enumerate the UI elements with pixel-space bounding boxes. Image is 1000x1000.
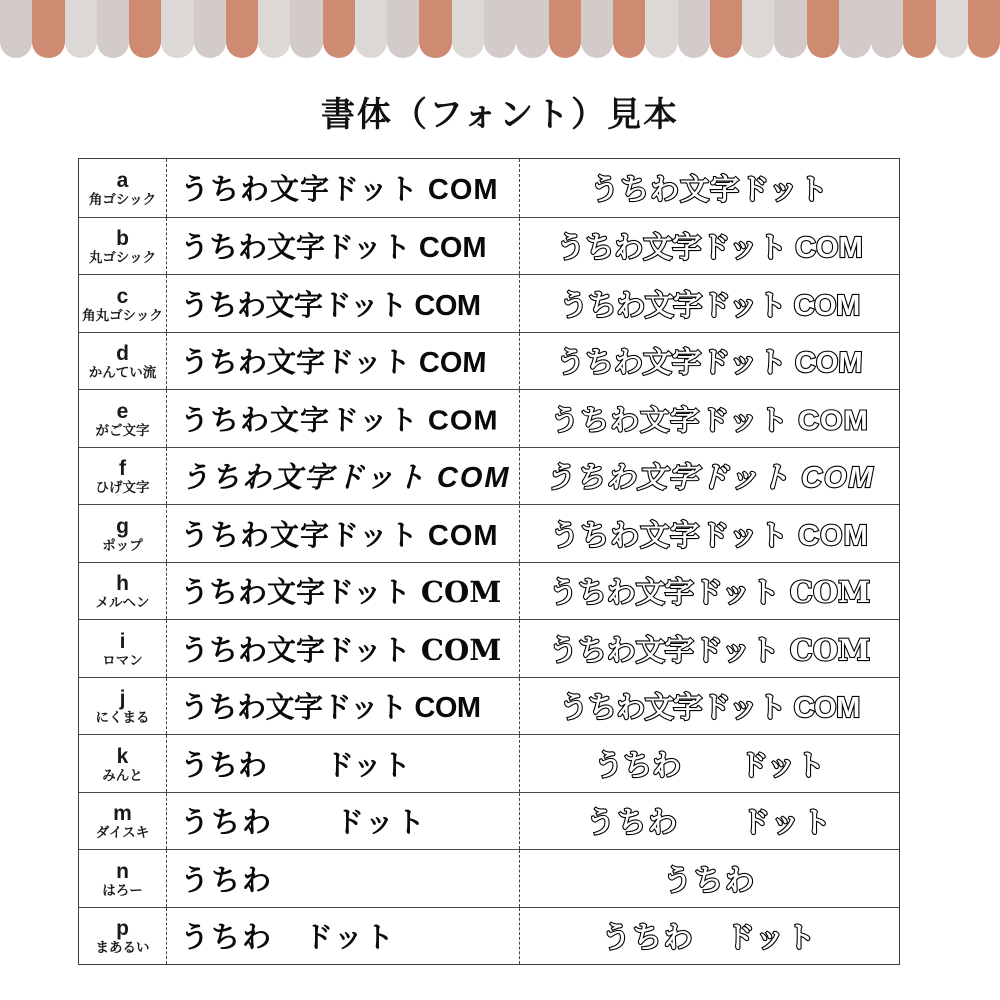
solid-sample-cell xyxy=(167,793,520,850)
row-label-cell xyxy=(79,620,167,677)
outline-sample-text: うちわ文字ドット COM xyxy=(559,692,860,725)
awning-stripe xyxy=(323,0,355,58)
row-letter: p xyxy=(116,917,129,941)
row-letter: e xyxy=(116,399,129,423)
solid-sample-cell xyxy=(167,390,520,447)
font-sample-table xyxy=(78,158,900,965)
solid-sample-text: うちわ文字ドット COM xyxy=(180,174,499,207)
outline-sample-cell xyxy=(520,333,899,390)
awning-stripe xyxy=(129,0,161,58)
outline-sample-text: うちわ文字ドット COM xyxy=(544,462,875,495)
row-label-cell xyxy=(79,793,167,850)
solid-sample-cell xyxy=(167,448,520,505)
row-letter: k xyxy=(116,744,129,768)
outline-sample-cell xyxy=(520,448,899,505)
outline-sample-cell xyxy=(520,735,899,792)
outline-sample-text: うちわ ドット xyxy=(594,749,825,782)
row-letter: c xyxy=(116,284,129,308)
table-row xyxy=(79,159,899,217)
row-font-name: ロマン xyxy=(102,652,143,668)
row-letter: h xyxy=(116,572,129,596)
row-font-name: にくまる xyxy=(95,710,150,726)
awning-stripe xyxy=(549,0,581,58)
outline-sample-text: うちわ文字ドット xyxy=(590,174,829,207)
awning-stripe xyxy=(839,0,871,58)
outline-sample-text: うちわ xyxy=(662,864,756,897)
solid-sample-cell xyxy=(167,735,520,792)
row-letter: j xyxy=(119,687,126,711)
page-title: 書体（フォント）見本 xyxy=(320,96,680,134)
table-row xyxy=(79,389,899,447)
row-letter: d xyxy=(116,342,129,366)
outline-sample-cell xyxy=(520,390,899,447)
row-letter: i xyxy=(119,629,126,653)
awning-stripe xyxy=(355,0,387,58)
awning-stripe xyxy=(161,0,193,58)
row-font-name: 角丸ゴシック xyxy=(82,307,163,323)
outline-sample-text: うちわ文字ドット COM xyxy=(550,405,869,436)
row-font-name: 丸ゴシック xyxy=(88,250,157,266)
solid-sample-text: うちわ文字ドット COM xyxy=(180,289,481,322)
awning-stripe xyxy=(226,0,258,58)
outline-sample-cell xyxy=(520,850,899,907)
outline-sample-cell xyxy=(520,620,899,677)
outline-sample-cell xyxy=(520,218,899,275)
row-letter: f xyxy=(119,457,126,481)
solid-sample-text: うちわ文字ドット COM xyxy=(180,575,502,610)
awning-stripe xyxy=(807,0,839,58)
solid-sample-text: うちわ文字ドット COM xyxy=(180,519,499,552)
awning-stripe xyxy=(484,0,516,58)
awning-stripe xyxy=(97,0,129,58)
solid-sample-text: うちわ ドット xyxy=(180,807,427,840)
solid-sample-text: うちわ xyxy=(180,864,274,897)
row-label-cell xyxy=(79,448,167,505)
awning-stripe xyxy=(32,0,64,58)
awning-stripe xyxy=(903,0,935,58)
awning-stripe xyxy=(290,0,322,58)
table-row xyxy=(79,677,899,735)
row-letter: a xyxy=(116,169,129,193)
awning-stripe xyxy=(871,0,903,58)
row-label-cell xyxy=(79,735,167,792)
outline-sample-cell xyxy=(520,678,899,735)
row-label-cell xyxy=(79,908,167,965)
solid-sample-text: うちわ文字ドット COM xyxy=(179,347,488,380)
row-letter: m xyxy=(113,802,132,826)
row-font-name: メルヘン xyxy=(95,595,150,611)
table-row xyxy=(79,562,899,620)
awning-stripe xyxy=(936,0,968,58)
table-row xyxy=(79,274,899,332)
solid-sample-cell xyxy=(167,563,520,620)
solid-sample-cell xyxy=(167,159,520,217)
row-label-cell xyxy=(79,563,167,620)
row-font-name: まあるい xyxy=(95,940,150,956)
awning-stripe xyxy=(968,0,1000,58)
awning-stripe xyxy=(678,0,710,58)
table-row xyxy=(79,504,899,562)
solid-sample-text: うちわ文字ドット COM xyxy=(180,632,502,667)
awning-stripe xyxy=(645,0,677,58)
table-row xyxy=(79,792,899,850)
solid-sample-cell xyxy=(167,218,520,275)
awning-stripe xyxy=(613,0,645,58)
row-font-name: はろー xyxy=(102,882,143,898)
row-label-cell xyxy=(79,218,167,275)
row-label-cell xyxy=(79,333,167,390)
awning-stripe xyxy=(452,0,484,58)
solid-sample-text: うちわ文字ドット COM xyxy=(180,405,499,436)
row-font-name: かんてい流 xyxy=(88,365,157,381)
solid-sample-cell xyxy=(167,908,520,965)
table-row xyxy=(79,447,899,505)
row-label-cell xyxy=(79,159,167,217)
row-letter: b xyxy=(116,227,129,251)
table-row xyxy=(79,734,899,792)
row-font-name: がご文字 xyxy=(95,422,150,438)
outline-sample-text: うちわ文字ドット COM xyxy=(548,575,871,610)
outline-sample-text: うちわ ドット xyxy=(586,807,833,840)
solid-sample-cell xyxy=(167,620,520,677)
row-font-name: 角ゴシック xyxy=(88,192,157,208)
table-row xyxy=(79,849,899,907)
table-row xyxy=(79,619,899,677)
outline-sample-cell xyxy=(520,563,899,620)
awning-stripe xyxy=(0,0,32,58)
outline-sample-text: うちわ文字ドット COM xyxy=(555,347,864,380)
awning-stripe xyxy=(65,0,97,58)
row-letter: g xyxy=(116,514,129,538)
row-label-cell xyxy=(79,678,167,735)
row-font-name: ひげ文字 xyxy=(95,480,150,496)
solid-sample-cell xyxy=(167,333,520,390)
outline-sample-text: うちわ文字ドット COM xyxy=(556,232,863,265)
row-font-name: ダイスキ xyxy=(95,825,150,841)
row-letter: n xyxy=(116,859,129,883)
awning-stripe xyxy=(419,0,451,58)
awning-stripe xyxy=(194,0,226,58)
solid-sample-text: うちわ文字ドット COM xyxy=(180,232,487,265)
solid-sample-text: うちわ ドット xyxy=(180,922,396,955)
solid-sample-cell xyxy=(167,275,520,332)
awning-decoration xyxy=(0,0,1000,58)
solid-sample-cell xyxy=(167,505,520,562)
solid-sample-cell xyxy=(167,850,520,907)
row-label-cell xyxy=(79,390,167,447)
outline-sample-cell xyxy=(520,505,899,562)
outline-sample-text: うちわ文字ドット COM xyxy=(559,289,860,322)
table-row xyxy=(79,907,899,965)
outline-sample-text: うちわ文字ドット COM xyxy=(550,519,869,552)
table-row xyxy=(79,217,899,275)
awning-stripe xyxy=(710,0,742,58)
solid-sample-text: うちわ文字ドット COM xyxy=(180,692,481,725)
row-label-cell xyxy=(79,505,167,562)
row-label-cell xyxy=(79,850,167,907)
outline-sample-cell xyxy=(520,275,899,332)
awning-stripe xyxy=(774,0,806,58)
row-font-name: ポップ xyxy=(102,537,143,553)
outline-sample-cell xyxy=(520,793,899,850)
row-font-name: みんと xyxy=(102,767,143,783)
outline-sample-text: うちわ ドット xyxy=(601,922,818,955)
awning-stripe xyxy=(258,0,290,58)
row-label-cell xyxy=(79,275,167,332)
outline-sample-cell xyxy=(520,159,899,217)
solid-sample-text: うちわ ドット xyxy=(180,749,411,782)
table-row xyxy=(79,332,899,390)
outline-sample-text: うちわ文字ドット COM xyxy=(548,632,871,667)
awning-stripe xyxy=(742,0,774,58)
awning-stripe xyxy=(516,0,548,58)
awning-stripe xyxy=(387,0,419,58)
awning-stripe xyxy=(581,0,613,58)
solid-sample-cell xyxy=(167,678,520,735)
outline-sample-cell xyxy=(520,908,899,965)
solid-sample-text: うちわ文字ドット COM xyxy=(180,462,511,495)
